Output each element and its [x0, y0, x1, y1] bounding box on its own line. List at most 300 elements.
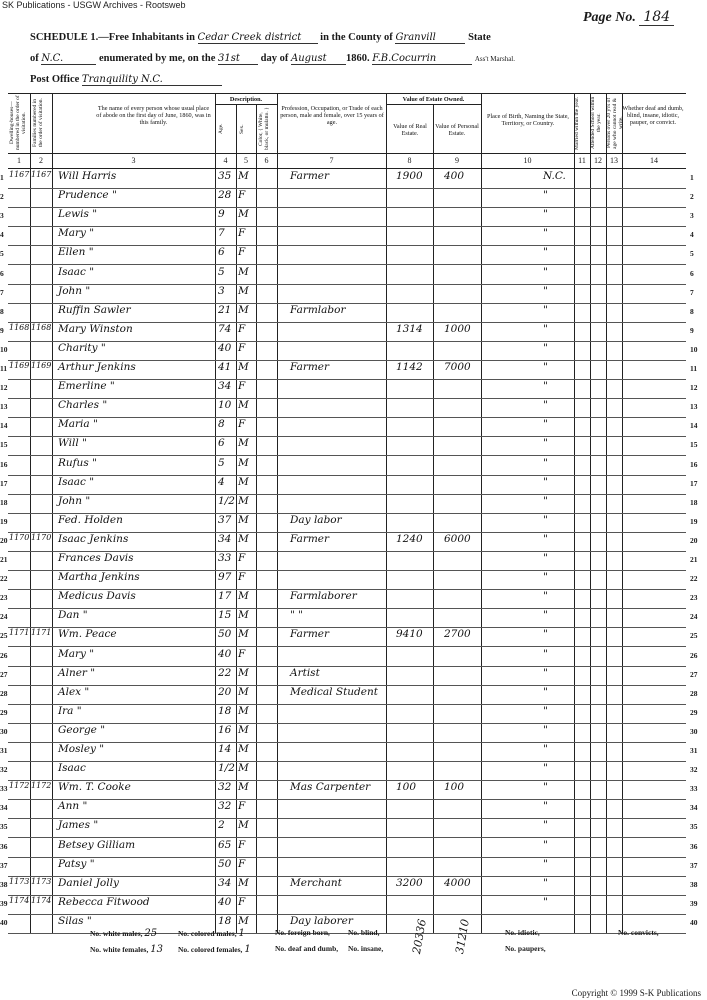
table-row [0, 341, 698, 360]
page-number [583, 9, 674, 26]
person-name: Mary Winston [58, 322, 133, 335]
marshal-label: Ass't Marshal. [474, 55, 515, 63]
family-number: 1173 [31, 876, 52, 886]
table-row [0, 627, 698, 646]
sex: M [238, 743, 249, 755]
sex: M [238, 876, 249, 889]
sex: M [238, 265, 249, 278]
line-number-right: 28 [690, 688, 698, 698]
line-number-right: 3 [690, 211, 694, 221]
dwelling-number: 1172 [9, 781, 30, 791]
line-number-right: 20 [690, 535, 698, 545]
line-number-left: 18 [0, 497, 8, 507]
table-row [0, 857, 698, 876]
birthplace: " [543, 838, 548, 851]
colored-males-value: 1 [238, 928, 245, 939]
table-row [0, 551, 698, 570]
person-name: Rebecca Fitwood [58, 895, 150, 908]
white-females-value: 13 [150, 944, 163, 955]
personal-estate-total: 31210 [453, 918, 472, 955]
sex: F [238, 246, 246, 259]
age: 65 [218, 838, 232, 851]
line-number-left: 16 [0, 459, 8, 469]
birthplace: " [543, 723, 548, 736]
line-number-right: 19 [690, 516, 698, 526]
personal-estate-value: 2700 [444, 628, 471, 641]
birthplace: " [543, 819, 548, 832]
line-number-right: 25 [690, 631, 698, 641]
colored-females-value: 1 [244, 944, 251, 955]
table-row [0, 322, 694, 341]
occupation: Farmer [290, 170, 330, 182]
table-row [0, 360, 698, 379]
birthplace: " [543, 609, 548, 622]
table-row [0, 704, 698, 723]
line-number-right: 15 [690, 440, 698, 450]
occupation: Merchant [290, 876, 342, 889]
occupation: Farmer [290, 532, 330, 545]
family-number: 1172 [31, 781, 52, 791]
person-name: Emerline " [58, 380, 115, 393]
table-row [0, 436, 698, 455]
line-number-right: 10 [690, 344, 698, 354]
year-value: 1860. [345, 53, 370, 64]
age: 20 [218, 685, 232, 698]
age: 9 [218, 208, 225, 221]
col-estate-header: Value of Estate Owned. [402, 96, 465, 103]
birthplace: " [543, 532, 548, 545]
post-office-line [30, 74, 222, 86]
age: 5 [218, 456, 225, 469]
person-name: Patsy " [58, 857, 95, 870]
sex: M [238, 609, 249, 622]
post-office-label: Post Office [30, 74, 80, 85]
line-number-right: 31 [690, 746, 698, 755]
col-number-7: 7 [329, 156, 334, 165]
personal-estate-value: 7000 [444, 361, 471, 373]
enumerated-label: enumerated by me, on the [99, 53, 216, 64]
age: 5 [218, 265, 225, 278]
sex: M [238, 590, 249, 603]
sex: F [238, 189, 246, 202]
sex: F [238, 895, 246, 908]
table-row [0, 417, 698, 436]
table-row [0, 169, 694, 188]
line-number-right: 2 [690, 192, 694, 202]
age: 33 [218, 552, 232, 564]
line-number-right: 17 [690, 478, 698, 488]
age: 34 [218, 532, 232, 545]
sex: M [238, 284, 249, 297]
dwelling-number: 1171 [9, 628, 30, 638]
occupation: Farmer [290, 628, 330, 641]
person-name: Will Harris [58, 170, 117, 182]
person-name: George " [58, 723, 106, 736]
age: 2 [218, 819, 225, 832]
col-number-1: 1 [17, 156, 21, 165]
table-row [0, 685, 698, 704]
person-name: Wm. T. Cooke [58, 781, 131, 794]
age: 18 [218, 704, 232, 717]
line-number-left: 15 [0, 440, 8, 450]
age: 34 [218, 380, 232, 393]
line-number-left: 4 [0, 230, 4, 240]
birthplace: " [543, 418, 548, 431]
age: 6 [218, 437, 225, 450]
line-number-right: 9 [690, 325, 694, 335]
age: 74 [218, 322, 232, 335]
birthplace: " [543, 666, 548, 679]
sex: M [238, 208, 249, 221]
line-number-right: 32 [690, 765, 698, 775]
real-estate-total: 20336 [410, 918, 429, 955]
line-number-left: 17 [0, 478, 8, 488]
family-number: 1170 [31, 532, 52, 542]
birthplace: " [543, 284, 548, 297]
real-estate-value: 1900 [396, 170, 423, 182]
line-number-left: 26 [0, 650, 8, 660]
person-name: Rufus " [58, 456, 97, 469]
birthplace: " [543, 456, 548, 469]
marshal-name: F.B.Cocurrin [372, 53, 472, 65]
line-number-left: 6 [0, 268, 4, 278]
line-number-left: 19 [0, 516, 8, 526]
table-row [0, 245, 694, 264]
occupation: Medical Student [290, 685, 378, 698]
family-number: 1174 [31, 895, 52, 905]
real-estate-value: 1142 [396, 361, 423, 373]
white-females-label: No. white females, [90, 945, 149, 954]
day-value: 31st [218, 53, 258, 65]
birthplace: " [543, 513, 548, 526]
age: 40 [218, 647, 232, 660]
sex: M [238, 819, 249, 832]
table-row [0, 799, 698, 818]
person-name: Will " [58, 437, 87, 450]
col-number-3: 3 [131, 156, 136, 165]
family-number: 1168 [31, 322, 52, 332]
line-number-right: 29 [690, 707, 698, 717]
birthplace: " [543, 571, 548, 584]
table-row [0, 838, 698, 857]
line-number-left: 20 [0, 535, 8, 545]
table-row [0, 532, 698, 551]
dwelling-number: 1170 [9, 532, 30, 542]
state-value: N.C. [41, 53, 96, 65]
person-name: Mary " [58, 227, 95, 240]
birthplace: " [543, 322, 548, 335]
age: 14 [218, 743, 232, 755]
table-row [0, 761, 698, 780]
birthplace: " [543, 762, 548, 775]
sex: F [238, 227, 246, 240]
sex: F [238, 800, 246, 813]
sex: F [238, 571, 246, 584]
col-personal-estate-header: Value of Personal Estate. [435, 123, 479, 137]
line-number-right: 34 [690, 803, 698, 813]
col-number-6: 6 [264, 156, 269, 165]
age: 6 [218, 246, 225, 259]
line-number-left: 10 [0, 344, 8, 354]
person-name: John " [58, 284, 91, 297]
line-number-left: 9 [0, 325, 4, 335]
line-number-left: 36 [0, 841, 8, 851]
birthplace: " [543, 361, 548, 373]
line-number-left: 8 [0, 306, 4, 316]
age: 32 [218, 800, 232, 813]
person-name: Ruffin Sawler [58, 303, 131, 316]
line-number-right: 18 [690, 497, 698, 507]
sex: M [238, 723, 249, 736]
sex: F [238, 838, 246, 851]
table-row [0, 226, 694, 245]
sex: M [238, 170, 249, 182]
table-row [0, 818, 698, 837]
birthplace: " [543, 647, 548, 660]
person-name: Isaac [58, 762, 86, 775]
census-table [0, 93, 698, 956]
sex: F [238, 857, 246, 870]
idiotic-label: No. idiotic, [505, 928, 540, 937]
county-label: in the County of [320, 32, 393, 43]
month-value: August [291, 53, 346, 65]
sex: M [238, 513, 249, 526]
birthplace: " [543, 208, 548, 221]
table-row [0, 494, 698, 513]
col-number-13: 13 [610, 156, 618, 165]
birthplace: " [543, 265, 548, 278]
person-name: Charity " [58, 341, 106, 354]
paupers-label: No. paupers, [505, 944, 546, 953]
birthplace: " [543, 781, 548, 794]
line-number-right: 30 [690, 726, 698, 736]
person-name: Daniel Jolly [58, 876, 119, 889]
line-number-left: 29 [0, 707, 8, 717]
person-name: Charles " [58, 399, 108, 412]
person-name: Ira " [58, 704, 82, 717]
line-number-left: 28 [0, 688, 8, 698]
county-value: Granvill [395, 32, 465, 44]
district-value: Cedar Creek district [198, 32, 318, 44]
line-number-right: 39 [690, 898, 698, 908]
occupation: Artist [290, 666, 320, 679]
age: 1/2 [218, 762, 235, 775]
sex: F [238, 322, 246, 335]
person-name: Mary " [58, 647, 95, 660]
line-number-left: 40 [0, 917, 8, 927]
sex: M [238, 914, 249, 927]
personal-estate-value: 4000 [444, 876, 471, 889]
birthplace: " [543, 437, 548, 450]
line-number-left: 24 [0, 612, 8, 622]
occupation: Day laborer [290, 914, 353, 927]
line-number-left: 7 [0, 287, 4, 297]
line-number-left: 3 [0, 211, 4, 221]
line-number-right: 12 [690, 383, 698, 393]
table-row [0, 608, 698, 627]
col-number-12: 12 [594, 156, 602, 165]
line-number-right: 37 [690, 860, 698, 870]
sex: M [238, 532, 249, 545]
birthplace: " [543, 552, 548, 564]
line-number-left: 39 [0, 898, 8, 908]
banner-text: SK Publications - USGW Archives - Rootsweb [2, 0, 186, 10]
person-name: John " [58, 494, 91, 507]
sex: F [238, 380, 246, 393]
foreign-born-label: No. foreign born, [275, 928, 330, 937]
table-row [0, 895, 698, 914]
insane-label: No. insane, [348, 944, 384, 953]
sex: M [238, 361, 249, 373]
table-row [0, 647, 698, 666]
birthplace: " [543, 685, 548, 698]
line-number-left: 35 [0, 822, 8, 832]
colored-females-label: No. colored females, [178, 945, 243, 954]
age: 34 [218, 876, 232, 889]
personal-estate-value: 100 [444, 781, 465, 794]
dwelling-number: 1167 [9, 170, 30, 179]
line-number-left: 32 [0, 765, 8, 775]
line-number-right: 23 [690, 593, 698, 603]
dwelling-number: 1174 [9, 895, 30, 905]
birthplace: " [543, 399, 548, 412]
table-row [0, 303, 694, 322]
person-name: Martha Jenkins [58, 571, 140, 584]
sex: F [238, 552, 246, 564]
sex: M [238, 628, 249, 641]
table-row [0, 666, 698, 685]
personal-estate-value: 400 [444, 170, 465, 182]
age: 15 [218, 609, 232, 622]
birthplace: " [543, 246, 548, 259]
line-number-right: 5 [690, 249, 694, 259]
birthplace: " [543, 704, 548, 717]
table-row [0, 876, 698, 895]
line-number-left: 5 [0, 249, 4, 259]
of-label: of [30, 53, 39, 64]
line-number-left: 14 [0, 421, 8, 431]
birthplace: " [543, 494, 548, 507]
table-row [0, 398, 698, 417]
line-number-right: 21 [690, 555, 698, 564]
col-occupation-header: Profession, Occupation, or Trade of each person, male and female, over 15 years of age. [280, 105, 384, 126]
line-number-left: 1 [0, 173, 4, 182]
occupation: Farmlaborer [290, 590, 357, 603]
age: 22 [218, 666, 232, 679]
line-number-right: 6 [690, 268, 694, 278]
age: 37 [218, 513, 232, 526]
line-number-left: 2 [0, 192, 4, 202]
post-office-value: Tranquility N.C. [82, 74, 222, 86]
copyright-notice: Copyright © 1999 S-K Publications [571, 988, 701, 998]
age: 32 [218, 781, 232, 794]
sex: M [238, 399, 249, 412]
birthplace: " [543, 857, 548, 870]
age: 50 [218, 857, 232, 870]
col-dwelling-header: Dwelling-houses—numbered in the order of visitation. [9, 95, 27, 151]
enumeration-line [30, 53, 515, 65]
line-number-left: 21 [0, 555, 8, 564]
birthplace: " [543, 380, 548, 393]
person-name: Prudence " [58, 189, 117, 202]
line-number-right: 26 [690, 650, 698, 660]
schedule-title [30, 32, 491, 44]
age: 4 [218, 475, 225, 488]
age: 8 [218, 418, 225, 431]
table-row [0, 207, 694, 226]
person-name: James " [58, 819, 99, 832]
line-number-left: 33 [0, 784, 8, 794]
col-description-header: Description. [229, 96, 263, 103]
age: 41 [218, 361, 232, 373]
table-row [0, 570, 698, 589]
birthplace: " [543, 743, 548, 755]
occupation: Farmlabor [290, 303, 346, 316]
person-name: Arthur Jenkins [58, 361, 136, 373]
table-row [0, 284, 694, 303]
birthplace: " [543, 800, 548, 813]
col-number-2: 2 [39, 156, 43, 165]
line-number-left: 31 [0, 746, 8, 755]
occupation: Farmer [290, 361, 330, 373]
line-number-left: 23 [0, 593, 8, 603]
page-no-label: Page No. [583, 10, 636, 25]
line-number-left: 11 [0, 364, 8, 373]
line-number-right: 35 [690, 822, 698, 832]
col-age-header: Age. [218, 123, 224, 135]
person-name: Alex " [58, 685, 90, 698]
sex: M [238, 762, 249, 775]
person-name: Medicus Davis [58, 590, 136, 603]
age: 28 [218, 189, 232, 202]
line-number-right: 27 [690, 669, 698, 679]
col-school-header: Attended School within the year. [590, 96, 602, 150]
col-illiterate-header: Persons over 20 y'rs of age who cannot read & write. [606, 97, 624, 149]
age: 50 [218, 628, 232, 641]
sex: M [238, 303, 249, 316]
line-number-right: 4 [690, 230, 694, 240]
age: 97 [218, 571, 232, 584]
table-row [0, 780, 698, 799]
line-number-left: 13 [0, 402, 8, 412]
sex: M [238, 456, 249, 469]
white-males-value: 25 [144, 928, 158, 939]
line-number-left: 25 [0, 631, 8, 641]
col-number-5: 5 [244, 156, 248, 165]
line-number-left: 38 [0, 879, 8, 889]
table-row [0, 188, 694, 207]
age: 17 [218, 590, 232, 603]
col-sex-header: Sex. [239, 124, 245, 134]
col-birthplace-header: Place of Birth, Naming the State, Territory, or Country. [487, 113, 569, 127]
birthplace: " [543, 590, 548, 603]
age: 40 [218, 341, 232, 354]
col-color-header: Color, { White, black, or mulatto. } [258, 107, 270, 151]
sex: F [238, 647, 246, 660]
sex: M [238, 704, 249, 717]
occupation: " " [290, 609, 303, 622]
line-number-left: 34 [0, 803, 8, 813]
occupation: Day labor [290, 513, 342, 526]
dwelling-number: 1173 [9, 876, 30, 886]
line-number-right: 24 [690, 612, 698, 622]
col-name-header: The name of every person whose usual place of abode on the first day of June, 1860, was in this family. [96, 105, 211, 126]
table-row [0, 265, 694, 284]
col-number-9: 9 [455, 156, 459, 165]
birthplace: " [543, 475, 548, 488]
schedule-subtitle: —Free Inhabitants in [98, 32, 195, 43]
person-name: Maria " [58, 418, 98, 431]
